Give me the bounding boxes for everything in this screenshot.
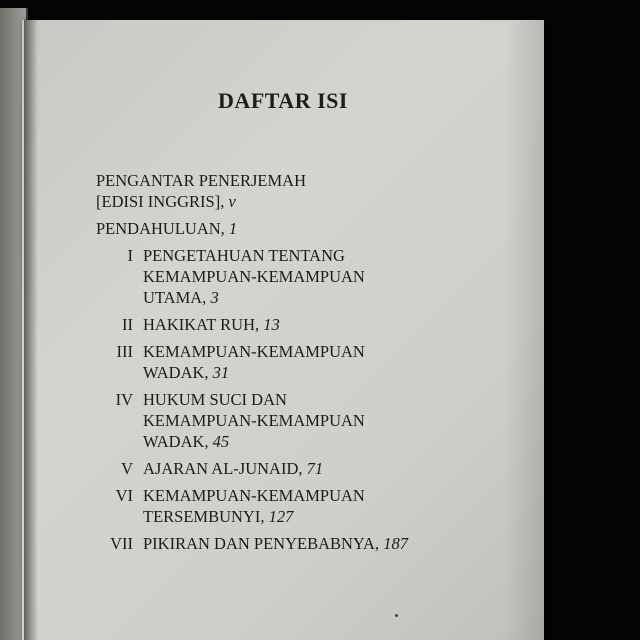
toc-line [143,431,516,452]
toc-line [143,458,516,479]
toc-chapter [96,485,516,527]
page-number: v [228,192,236,211]
toc-line-text: KEMAMPUAN-KEMAMPUAN [143,267,365,286]
toc-line-text: [EDISI INGGRIS], [96,192,225,211]
page-number: 45 [212,432,230,451]
toc-line-text: UTAMA, [143,288,207,307]
chapter-number: VI [115,486,133,505]
toc-line-text: WADAK, [143,363,209,382]
chapter-title [143,341,516,383]
toc-line-text: AJARAN AL-JUNAID, [143,459,303,478]
toc-line [143,533,516,554]
page-title: DAFTAR ISI [218,88,348,113]
page-number: 127 [268,507,294,526]
toc-chapter [96,533,516,554]
page-number: 31 [212,363,230,382]
toc-line [96,218,516,239]
toc-line [143,287,516,308]
toc-line [143,266,516,287]
toc-line-text: HUKUM SUCI DAN [143,390,287,409]
toc-line [143,314,516,335]
chapter-title [143,245,516,308]
chapter-title [143,533,516,554]
gutter-shadow [24,20,38,640]
chapter-title [143,485,516,527]
toc-entry [96,218,516,239]
toc-line [96,170,516,191]
chapter-title [143,314,516,335]
toc-line [143,245,516,266]
toc-line [143,362,516,383]
chapter-number: V [121,459,133,478]
toc-line-text: PENGANTAR PENERJEMAH [96,171,306,190]
chapter-number: II [122,315,133,334]
toc-line-text: PIKIRAN DAN PENYEBABNYA, [143,534,380,553]
chapter-number: IV [115,390,133,409]
toc-line-text: KEMAMPUAN-KEMAMPUAN [143,342,365,361]
toc-line [143,410,516,431]
toc-line-text: TERSEMBUNYI, [143,507,265,526]
toc-chapter [96,458,516,479]
front-matter-list [96,170,516,239]
chapter-number: VII [110,534,133,553]
ink-mark [395,614,398,617]
chapter-number: III [116,342,133,361]
page-number: 13 [263,315,280,334]
toc-line-text: PENGETAHUAN TENTANG [143,246,345,265]
toc-line [143,341,516,362]
book-page [22,20,544,640]
table-of-contents [96,170,516,560]
page-number: 3 [210,288,219,307]
toc-line [143,389,516,410]
toc-line-text: HAKIKAT RUH, [143,315,260,334]
toc-chapter [96,341,516,383]
toc-chapter [96,245,516,308]
toc-line [143,506,516,527]
toc-line [96,191,516,212]
toc-line-text: PENDAHULUAN, [96,219,225,238]
toc-line-text: WADAK, [143,432,209,451]
chapter-title [143,389,516,452]
chapter-number: I [127,246,133,265]
toc-line-text: KEMAMPUAN-KEMAMPUAN [143,486,365,505]
toc-chapter [96,314,516,335]
chapter-title [143,458,516,479]
toc-line-text: KEMAMPUAN-KEMAMPUAN [143,411,365,430]
page-number: 1 [228,219,238,238]
page-number: 187 [383,534,408,553]
toc-chapter [96,389,516,452]
toc-entry [96,170,516,212]
toc-line [143,485,516,506]
page-number: 71 [306,459,324,478]
chapter-list [96,245,516,554]
